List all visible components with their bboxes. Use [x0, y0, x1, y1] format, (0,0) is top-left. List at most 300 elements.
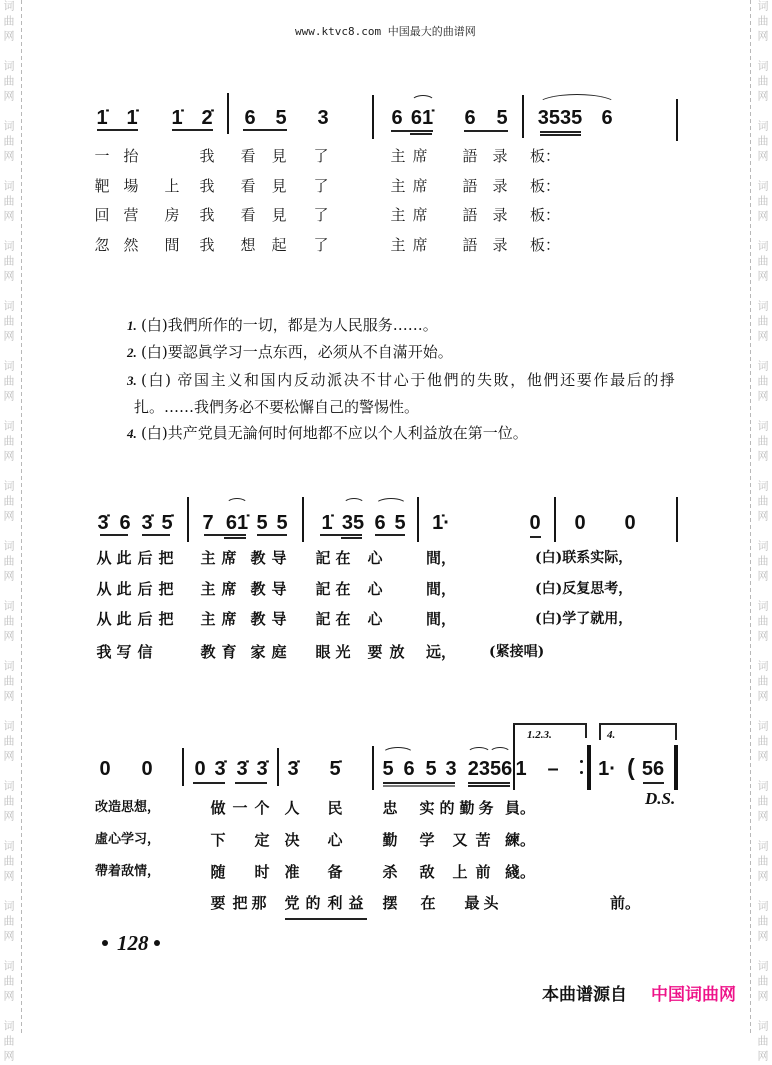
lyric-syllable: 在 [420, 894, 436, 912]
lyric-syllable: 我 [96, 643, 112, 661]
slur [343, 498, 365, 511]
lyric-syllable: 板： [529, 147, 561, 165]
lyric-syllable: 把 [158, 610, 174, 628]
lyric-syllable: 主 [200, 610, 216, 628]
lyric-syllable: 席 [221, 580, 237, 598]
side-watermark: 词曲网 [756, 960, 769, 1005]
dialogue-text: (白)要認眞学习一点东西，必须从不自滿开始。 [141, 343, 453, 361]
beam-underline [410, 133, 432, 135]
side-watermark: 词曲网 [756, 1020, 769, 1065]
volta-bracket-1-end [585, 723, 587, 738]
beam-underline [540, 131, 581, 133]
note: 6 [403, 758, 415, 780]
lyric-syllable: 起 [271, 236, 287, 254]
rest: 0 [141, 758, 153, 780]
slur [411, 95, 435, 109]
lyric-syllable: 主 [390, 236, 406, 254]
lyric-syllable: 心 [367, 549, 383, 567]
lyric-syllable: 最 [464, 894, 480, 912]
note: 1̇ [321, 512, 333, 534]
bar-line [187, 497, 189, 542]
lyric-syllable: 我 [199, 206, 215, 224]
note: 61̇ [410, 107, 434, 129]
note: 5̇ [329, 758, 341, 780]
lyric-syllable: 此 [116, 610, 132, 628]
dialogue-item [127, 372, 675, 389]
repeat-dot [580, 771, 583, 774]
dialogue-item [127, 317, 438, 334]
lyric-syllable: 敌 [419, 863, 435, 881]
beam-underline [320, 534, 362, 536]
side-watermark: 词曲网 [756, 120, 769, 165]
slur [226, 498, 248, 511]
side-watermark: 词曲网 [2, 780, 15, 825]
bar-line [182, 748, 184, 786]
note: 7 [202, 512, 214, 534]
beam-underline [172, 129, 213, 131]
side-watermark: 词曲网 [2, 480, 15, 525]
page-number-bullet [154, 940, 160, 946]
bar-line [522, 95, 524, 138]
lyric-syllable: 党 [284, 894, 300, 912]
slur [537, 94, 617, 116]
dialogue-item [127, 344, 453, 361]
side-watermark: 词曲网 [2, 720, 15, 765]
right-dashed-divider [750, 0, 751, 1034]
bar-line [372, 95, 374, 139]
dialogue-number: 3. [127, 373, 137, 388]
lyric-syllable: 放 [389, 643, 405, 661]
volta-bracket-1 [513, 723, 586, 725]
lyric-syllable: 主 [200, 580, 216, 598]
lyric-syllable: 民 [327, 799, 343, 817]
repeat-end-barline [587, 745, 591, 790]
lyric-syllable: 教 [250, 549, 266, 567]
bar-line [513, 723, 515, 790]
lyric-syllable: 教 [250, 580, 266, 598]
lyric-syllable: 做 [210, 799, 226, 817]
dialogue-text: (白)共产党員无論何时何地都不应以个人利益放在第一位。 [141, 424, 528, 442]
lyric-syllable: 那 [251, 894, 267, 912]
lyric-syllable: 杀 [382, 863, 398, 881]
note: 5̇ [161, 512, 173, 534]
lyric-syllable: 心 [367, 610, 383, 628]
lyric-syllable: 从 [96, 549, 112, 567]
side-watermark: 词曲网 [756, 60, 769, 105]
note: 35 [341, 512, 365, 534]
lyric-syllable: 主 [200, 549, 216, 567]
beam-underline [257, 534, 287, 536]
note: 5 [276, 512, 288, 534]
lyric-syllable: 心 [367, 580, 383, 598]
note: 6 [601, 107, 613, 129]
lyric-syllable: 間， [425, 580, 457, 598]
dialogue-number: 2. [127, 345, 137, 360]
lyric-syllable: 我 [199, 147, 215, 165]
lyric-syllable: 記 [315, 580, 331, 598]
note: 2356 [467, 758, 513, 780]
side-watermark: 词曲网 [756, 480, 769, 525]
bar-line [227, 93, 229, 134]
lyric-syllable: 前 [475, 863, 491, 881]
side-watermark: 词曲网 [2, 120, 15, 165]
lyric-syllable: 摆 [382, 894, 398, 912]
lyric-syllable: 人 [284, 799, 300, 817]
bar-line [676, 99, 678, 141]
lyric-syllable: 导 [271, 549, 287, 567]
lyric-syllable: 席 [412, 206, 428, 224]
dialogue-number: 4. [127, 426, 137, 441]
lyric-syllable: 間 [164, 236, 180, 254]
side-watermark: 词曲网 [756, 180, 769, 225]
note: 3̇ [97, 512, 109, 534]
lyric-syllable: 了 [313, 177, 329, 195]
lyric-syllable: 上 [164, 177, 180, 195]
lyric-syllable: 見 [271, 177, 287, 195]
lyric-syllable: 了 [313, 236, 329, 254]
note: 6 [374, 512, 386, 534]
lyric-syllable: 間， [425, 610, 457, 628]
side-watermark: 词曲网 [2, 540, 15, 585]
note: 3̇ [287, 758, 299, 780]
lyric-syllable: 庭 [271, 643, 287, 661]
lyric-syllable: 板： [529, 177, 561, 195]
lyric-syllable: 我 [199, 177, 215, 195]
lyric-syllable: 导 [271, 580, 287, 598]
side-watermark: 词曲网 [2, 0, 15, 45]
beam-underline [383, 785, 455, 787]
rest: 0 [99, 758, 111, 780]
lyric-syllable: 从 [96, 610, 112, 628]
beam-underline [235, 782, 267, 784]
volta-bracket-2 [599, 723, 676, 725]
side-watermark: 词曲网 [756, 540, 769, 585]
side-watermark: 词曲网 [2, 1020, 15, 1065]
lyric-syllable: 益 [348, 894, 364, 912]
lyric-syllable: 后 [137, 580, 153, 598]
note: 6 [119, 512, 131, 534]
lyric-syllable: 后 [137, 610, 153, 628]
duration-dash: – [547, 758, 559, 780]
volta-bracket-2-end [675, 723, 677, 740]
lyric-syllable: 教 [200, 643, 216, 661]
beam-underline [97, 129, 138, 131]
lyric-syllable: 記 [315, 549, 331, 567]
lyric-syllable: 准 [284, 863, 300, 881]
lyric-syllable: 录 [492, 236, 508, 254]
lyric-syllable: 录 [492, 206, 508, 224]
lyric-syllable: 苦 [475, 831, 491, 849]
lyric-syllable: 远， [425, 643, 457, 661]
lyric-syllable: 下 [210, 831, 226, 849]
lyric-syllable: 員。 [504, 799, 536, 817]
side-watermark: 词曲网 [756, 420, 769, 465]
note: 6 [391, 107, 403, 129]
performance-direction: (紧接唱) [489, 644, 545, 660]
lyric-syllable: 要 [367, 643, 383, 661]
dialogue-text: (白)我們所作的一切，都是为人民服务……。 [141, 316, 438, 334]
lyric-syllable: 育 [221, 643, 237, 661]
note: 61̇ [225, 512, 249, 534]
beam-underline [243, 129, 287, 131]
beam-underline [375, 534, 405, 536]
note: 5 [394, 512, 406, 534]
lyric-syllable: 在 [335, 580, 351, 598]
bar-line [676, 497, 678, 542]
beam-underline [540, 134, 581, 136]
lyric-syllable: 勤 [382, 831, 398, 849]
side-watermark: 词曲网 [2, 360, 15, 405]
note: 1̇ [96, 107, 108, 129]
side-watermark: 词曲网 [2, 600, 15, 645]
beam-underline [464, 130, 508, 132]
lyric-syllable: 主 [390, 206, 406, 224]
lyric-syllable: 利 [327, 894, 343, 912]
repeat-dot [580, 760, 583, 763]
volta-label-2: 4. [607, 729, 616, 741]
lyric-syllable: 語 [462, 177, 478, 195]
beam-underline [468, 785, 510, 787]
lyric-syllable: 了 [313, 147, 329, 165]
lyric-syllable: 光 [335, 643, 351, 661]
beam-underline [530, 536, 541, 538]
lyric-syllable: 的 [439, 799, 455, 817]
spoken-line: (白)学了就用， [535, 611, 633, 627]
dialogue-text: (白) 帝国主义和国内反动派决不甘心于他們的失敗，他們还要作最后的掙 [141, 371, 675, 389]
lyric-syllable: 席 [221, 610, 237, 628]
lyric-syllable: 練。 [504, 831, 536, 849]
side-watermark: 词曲网 [2, 240, 15, 285]
note: 5 [425, 758, 437, 780]
beam-underline [341, 537, 362, 539]
note: 5 [275, 107, 287, 129]
lyric-syllable: 看 [240, 147, 256, 165]
lyric-syllable: 务 [478, 799, 494, 817]
side-watermark: 词曲网 [2, 300, 15, 345]
lyric-syllable: 把 [158, 580, 174, 598]
dialogue-item [127, 425, 528, 442]
lyric-syllable: 抬 [123, 147, 139, 165]
lyric-syllable: 随 [210, 863, 226, 881]
lyric-syllable: 靶 [94, 177, 110, 195]
source-label: 本曲谱源自 [542, 985, 627, 1005]
side-watermark: 词曲网 [756, 720, 769, 765]
end-barline [674, 745, 678, 790]
side-watermark: 词曲网 [756, 780, 769, 825]
lyric-syllable: 席 [412, 177, 428, 195]
lyric-emphasis-underline [285, 918, 367, 920]
bar-line [554, 497, 556, 542]
lyric-syllable: 我 [199, 236, 215, 254]
spoken-line: (白)反复思考， [535, 581, 633, 597]
side-watermark: 词曲网 [756, 360, 769, 405]
lyric-syllable: 从 [96, 580, 112, 598]
lyric-syllable: 此 [116, 580, 132, 598]
side-watermark: 词曲网 [2, 960, 15, 1005]
beam-underline [193, 782, 225, 784]
lyric-syllable: 把 [232, 894, 248, 912]
beam-underline [204, 534, 246, 536]
lyric-syllable: 前。 [609, 894, 641, 912]
note: 56 [641, 758, 665, 780]
rest: 0 [624, 512, 636, 534]
note: 6 [244, 107, 256, 129]
site-header-watermark: www.ktvc8.com 中国最大的曲谱网 [295, 25, 476, 38]
note: 3 [317, 107, 329, 129]
lyric-syllable: 录 [492, 177, 508, 195]
dal-segno-mark: D.S. [645, 789, 676, 808]
note: 3535 [537, 107, 583, 129]
lyric-syllable: 定 [254, 831, 270, 849]
lyric-syllable: 的 [305, 894, 321, 912]
lyric-syllable: 把 [158, 549, 174, 567]
left-dashed-divider [21, 0, 22, 1034]
lyric-syllable: 看 [240, 177, 256, 195]
side-watermark: 词曲网 [756, 240, 769, 285]
lyric-syllable: 席 [221, 549, 237, 567]
note: 1̇· [432, 512, 450, 534]
lyric-syllable: 記 [315, 610, 331, 628]
spoken-lead: 虛心学习， [95, 832, 161, 847]
side-watermark: 词曲网 [756, 300, 769, 345]
lyric-syllable: 席 [412, 236, 428, 254]
lyric-syllable: 席 [412, 147, 428, 165]
side-watermark: 词曲网 [2, 60, 15, 105]
lyric-syllable: 回 [94, 206, 110, 224]
note: 3̇ [256, 758, 268, 780]
beam-underline [224, 537, 246, 539]
rest: 0 [574, 512, 586, 534]
note: 1 [515, 758, 527, 780]
slur [375, 498, 407, 512]
lyric-syllable: 見 [271, 206, 287, 224]
spoken-lead: 改造思想， [95, 800, 161, 815]
lyric-syllable: 后 [137, 549, 153, 567]
lyric-syllable: 家 [250, 643, 266, 661]
lyric-syllable: 导 [271, 610, 287, 628]
lyric-syllable: 学 [419, 831, 435, 849]
lyric-syllable: 时 [254, 863, 270, 881]
side-watermark: 词曲网 [756, 660, 769, 705]
lyric-syllable: 又 [452, 831, 468, 849]
lyric-syllable: 在 [335, 610, 351, 628]
bar-line [277, 748, 279, 786]
lyric-syllable: 房 [164, 206, 180, 224]
slur [489, 747, 511, 760]
lyric-syllable: 在 [335, 549, 351, 567]
note: 1· [598, 758, 616, 780]
lyric-syllable: 个 [254, 799, 270, 817]
lyric-syllable: 一 [232, 799, 248, 817]
side-watermark: 词曲网 [2, 180, 15, 225]
lyric-syllable: 主 [390, 147, 406, 165]
lyric-syllable: 上 [452, 863, 468, 881]
lyric-syllable: 写 [116, 643, 132, 661]
lyric-syllable: 一 [94, 147, 110, 165]
lyric-syllable: 間， [425, 549, 457, 567]
lyric-syllable: 語 [462, 206, 478, 224]
lyric-syllable: 实 [419, 799, 435, 817]
beam-underline [391, 130, 433, 132]
lyric-syllable: 录 [492, 147, 508, 165]
lyric-syllable: 教 [250, 610, 266, 628]
lyric-syllable: 場 [123, 177, 139, 195]
lyric-syllable: 主 [390, 177, 406, 195]
lyric-syllable: 要 [210, 894, 226, 912]
note: 3 [445, 758, 457, 780]
slur [382, 747, 414, 761]
side-watermark: 词曲网 [756, 0, 769, 45]
beam-underline [142, 534, 170, 536]
lyric-syllable: 头 [483, 894, 499, 912]
bar-line [372, 746, 374, 790]
lyric-syllable: 語 [462, 236, 478, 254]
note: 3̇ [214, 758, 226, 780]
note: 1̇ [171, 107, 183, 129]
side-watermark: 词曲网 [756, 600, 769, 645]
rest: 0 [194, 758, 206, 780]
lyric-syllable: 眼 [315, 643, 331, 661]
lyric-syllable: 心 [327, 831, 343, 849]
lyric-syllable: 見 [271, 147, 287, 165]
lyric-syllable: 此 [116, 549, 132, 567]
beam-underline [100, 534, 128, 536]
note: 5 [256, 512, 268, 534]
source-site-link[interactable]: 中国词曲网 [651, 985, 736, 1005]
lyric-syllable: 板： [529, 236, 561, 254]
beam-underline [383, 782, 455, 784]
side-watermark: 词曲网 [756, 900, 769, 945]
lyric-syllable: 然 [123, 236, 139, 254]
side-watermark: 词曲网 [2, 840, 15, 885]
spoken-line: (白)联系实际， [535, 550, 633, 566]
side-watermark: 词曲网 [2, 660, 15, 705]
note: 1̇ [126, 107, 138, 129]
volta-label-1: 1.2.3. [527, 729, 552, 741]
side-watermark: 词曲网 [2, 900, 15, 945]
lyric-syllable: 想 [240, 236, 256, 254]
side-watermark: 词曲网 [756, 840, 769, 885]
note: 3̇ [141, 512, 153, 534]
dialogue-number: 1. [127, 318, 137, 333]
lyric-syllable: 备 [327, 863, 343, 881]
volta-bracket-2-start [599, 723, 601, 740]
bar-line [302, 497, 304, 542]
note: 3̇ [236, 758, 248, 780]
lyric-syllable: 信 [137, 643, 153, 661]
lyric-syllable: 語 [462, 147, 478, 165]
dialogue-continuation: 扎。……我們务必不要松懈自己的警惕性。 [134, 398, 420, 416]
rest: 0 [529, 512, 541, 534]
beam-underline [468, 782, 510, 784]
lyric-syllable: 勤 [459, 799, 475, 817]
lyric-syllable: 了 [313, 206, 329, 224]
note: 6 [464, 107, 476, 129]
note: 2̇ [201, 107, 213, 129]
side-watermark: 词曲网 [2, 420, 15, 465]
open-paren: ( [627, 754, 635, 780]
bar-line [417, 497, 419, 542]
slur [467, 747, 491, 760]
note: 5 [382, 758, 394, 780]
page-number-bullet [102, 940, 108, 946]
lyric-syllable: 决 [284, 831, 300, 849]
page-number: 128 [117, 931, 149, 955]
note: 5 [496, 107, 508, 129]
lyric-syllable: 看 [240, 206, 256, 224]
lyric-syllable: 忽 [94, 236, 110, 254]
lyric-syllable: 板： [529, 206, 561, 224]
